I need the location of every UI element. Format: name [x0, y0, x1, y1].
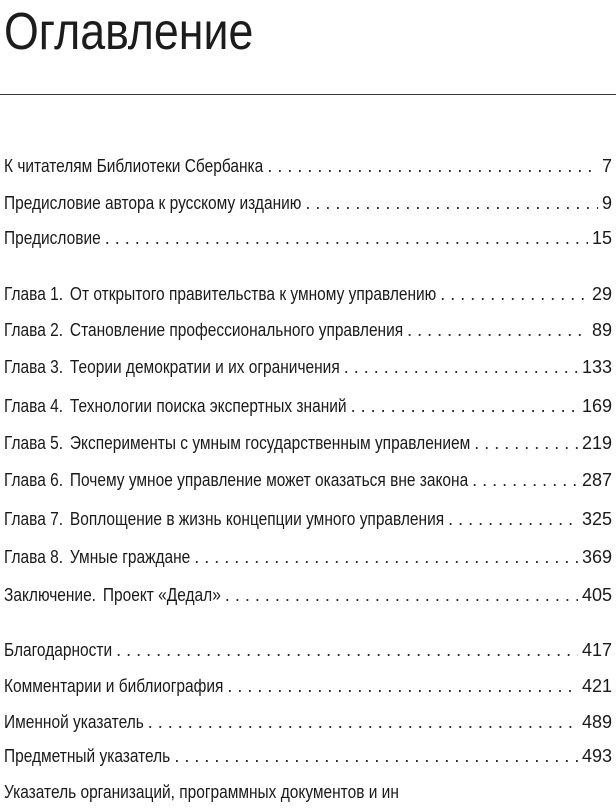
toc-entry-page: 369 — [581, 547, 612, 567]
toc-entry-page: 7 — [601, 156, 612, 176]
toc-entry-page: 417 — [581, 640, 612, 660]
toc-entry-label: Заключение. Проект «Дедал» — [4, 585, 221, 605]
toc-entry — [4, 545, 612, 569]
toc-entry — [4, 394, 612, 418]
toc-entry — [4, 431, 612, 455]
toc-entry-page: 405 — [581, 585, 612, 605]
toc-entry-label: К читателям Библиотеки Сбербанка — [4, 156, 264, 176]
toc-entry-label: Именной указатель — [4, 712, 144, 732]
toc-entry-page: 29 — [591, 284, 612, 304]
page-title: Оглавление — [4, 3, 254, 61]
toc-entry-page: 89 — [591, 320, 612, 340]
toc-entry-page: 15 — [591, 228, 612, 248]
toc-leader-dots — [148, 710, 578, 734]
toc-entry — [4, 638, 612, 662]
toc-entry — [4, 191, 612, 215]
toc-leader-dots — [174, 744, 578, 768]
toc-entry-label: Предисловие автора к русскому изданию — [4, 193, 302, 213]
toc-leader-dots — [305, 191, 598, 215]
toc-entry — [4, 583, 612, 607]
toc-leader-dots — [351, 394, 578, 418]
chapter-number: Глава 5. — [4, 433, 64, 453]
chapter-number: Заключение. — [4, 585, 96, 605]
toc-entry — [4, 154, 612, 178]
toc-leader-dots — [227, 674, 578, 698]
toc-entry — [4, 318, 612, 342]
toc-entry-label: Предметный указатель — [4, 746, 171, 766]
chapter-number: Глава 2. — [4, 320, 64, 340]
toc-entry — [4, 710, 612, 734]
toc-entry-page: 421 — [581, 676, 612, 696]
toc-leader-dots — [116, 638, 578, 662]
toc-leader-dots — [440, 282, 588, 306]
toc-entry — [4, 282, 612, 306]
chapter-number: Глава 3. — [4, 357, 64, 377]
toc-leader-dots — [105, 226, 588, 250]
toc-entry-page: 325 — [581, 509, 612, 529]
toc-entry-label: Глава 2. Становление профессионального управления — [4, 320, 404, 340]
toc-entry-label: Глава 8. Умные граждане — [4, 547, 191, 567]
toc-leader-dots — [267, 154, 598, 178]
toc-leader-dots — [474, 431, 578, 455]
toc-entry-label: Глава 6. Почему умное управление может оказаться вне закона — [4, 470, 469, 490]
toc-entry-page: 219 — [581, 433, 612, 453]
chapter-number: Глава 8. — [4, 547, 64, 567]
toc-entry-page: 287 — [581, 470, 612, 490]
toc-entry — [4, 226, 612, 250]
toc-entry — [4, 507, 612, 531]
toc-entry-label: Глава 7. Воплощение в жизнь концепции умного управления — [4, 509, 445, 529]
toc-entry-page: 169 — [581, 396, 612, 416]
toc-entry-label: Благодарности — [4, 640, 113, 660]
toc-entry-label: Комментарии и библиография — [4, 676, 224, 696]
chapter-number: Глава 6. — [4, 470, 64, 490]
toc-leader-dots — [344, 355, 578, 379]
toc-leader-dots — [225, 583, 578, 607]
cropped-text-fade — [446, 772, 616, 808]
chapter-number: Глава 7. — [4, 509, 64, 529]
toc-entry-page: 493 — [581, 746, 612, 766]
toc-leader-dots — [407, 318, 588, 342]
chapter-number: Глава 4. — [4, 396, 64, 416]
toc-entry-label: Глава 4. Технологии поиска экспертных знаний — [4, 396, 347, 416]
toc-leader-dots — [194, 545, 578, 569]
toc-entry-page: 133 — [581, 357, 612, 377]
toc-entry — [4, 355, 612, 379]
toc-leader-dots — [448, 507, 578, 531]
toc-entry-page: 489 — [581, 712, 612, 732]
toc-entry-label: Предисловие — [4, 228, 101, 248]
chapter-number: Глава 1. — [4, 284, 64, 304]
toc-entry-page: 9 — [601, 193, 612, 213]
toc-leader-dots — [472, 468, 578, 492]
toc-entry — [4, 744, 612, 768]
toc-entry-label: Указатель организаций, программных документов и ин — [4, 782, 399, 802]
title-divider — [0, 94, 616, 95]
toc-entry-label: Глава 3. Теории демократии и их ограничения — [4, 357, 340, 377]
toc-entry-label: Глава 1. От открытого правительства к умному управлению — [4, 284, 437, 304]
toc-entry-label: Глава 5. Эксперименты с умным государственным управлением — [4, 433, 471, 453]
toc-entry — [4, 674, 612, 698]
toc-entry — [4, 468, 612, 492]
